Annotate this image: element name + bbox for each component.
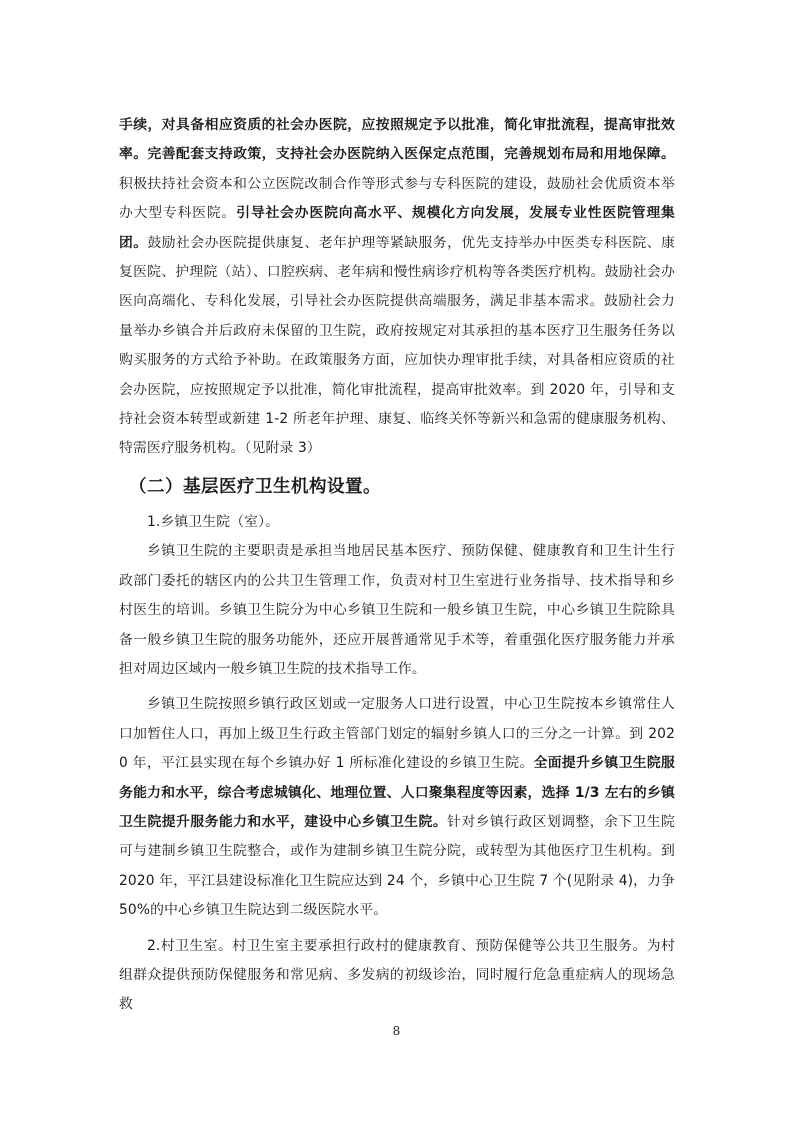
- plain-sentence: 乡镇卫生院按照乡镇行政区划或一定服务人口进行设置，中心卫生院按本乡镇常住人口加暂住人口，再加上级卫生行政主管部门划定的辐射乡镇人口的三分之一计算。到 2020 年，平江县实现在每个乡镇办好 1 所标准化建设的乡镇卫生院。: [119, 696, 675, 772]
- paragraph-township-setup: [119, 690, 675, 925]
- paragraph-social-hospitals: [119, 111, 675, 464]
- plain-sentence: 积极扶持社会资本和公立医院改制合作等形式参与专科医院的建设，鼓励社会优质资本举办大型专科医院。: [119, 175, 675, 222]
- sub-heading-township-health-center: 1.乡镇卫生院（室）。: [147, 513, 280, 530]
- page-number: 8: [392, 1024, 401, 1038]
- page-content: [119, 111, 675, 1020]
- bold-sentence: 手续，对具备相应资质的社会办医院，应按照规定予以批准，简化审批流程，提高审批效率。完善配套支持政策，支持社会办医院纳入医保定点范围，完善规划布局和用地保障。: [119, 117, 675, 163]
- section-heading: （二）基层医疗卫生机构设置。: [129, 476, 381, 497]
- paragraph-village-clinic: 2.村卫生室。村卫生室主要承担行政村的健康教育、预防保健等公共卫生服务。为村组群众提供预防保健服务和常见病、多发病的初级诊治，同时履行危急重症病人的现场急救: [119, 937, 675, 1013]
- paragraph-township-duties: 乡镇卫生院的主要职责是承担当地居民基本医疗、预防保健、健康教育和卫生计生行政部门委托的辖区内的公共卫生管理工作，负责对村卫生室进行业务指导、技术指导和乡村医生的培训。乡镇卫生院分为中心乡镇卫生院和一般乡镇卫生院，中心乡镇卫生院除具备一般乡镇卫生院的服务功能外，还应开展普通常见手术等，着重强化医疗服务能力并承担对周边区域内一般乡镇卫生院的技术指导工作。: [119, 543, 675, 677]
- bold-sentence: 引导社会办医院向高水平、规模化方向发展，发展专业性医院管理集团。: [119, 205, 675, 251]
- plain-sentence: 鼓励社会办医院提供康复、老年护理等紧缺服务，优先支持举办中医类专科医院、康复医院、护理院（站）、口腔疾病、老年病和慢性病诊疗机构等各类医疗机构。鼓励社会办医向高端化、专科化发展，引导社会办医院提供高端服务，满足非基本需求。鼓励社会力量举办乡镇合并后政府未保留的卫生院，政府按规定对其承担的基本医疗卫生服务任务以购买服务的方式给予补助。在政策服务方面，应加快办理审批手续，对具备相应资质的社会办医院，应按照规定予以批准，简化审批流程，提高审批效率。到 2020 年，引导和支持社会资本转型或新建 1-2 所老年护理、康复、临终关怀等新兴和急需的健康服务机构、特需医疗服务机构。（见附录 3）: [119, 234, 675, 457]
- bold-sentence: 全面提升乡镇卫生院服务能力和水平，综合考虑城镇化、地理位置、人口聚集程度等因素，选择 1/3 左右的乡镇卫生院提升服务能力和水平，建设中心乡镇卫生院。: [119, 755, 676, 830]
- plain-sentence: 针对乡镇行政区划调整，余下卫生院可与建制乡镇卫生院整合，或作为建制乡镇卫生院分院，或转型为其他医疗卫生机构。到 2020 年，平江县建设标准化卫生院应达到 24 个，乡镇中心卫生院 7 个(见附录 4)，力争 50%的中心乡镇卫生院达到二级医院水平。: [119, 813, 676, 919]
